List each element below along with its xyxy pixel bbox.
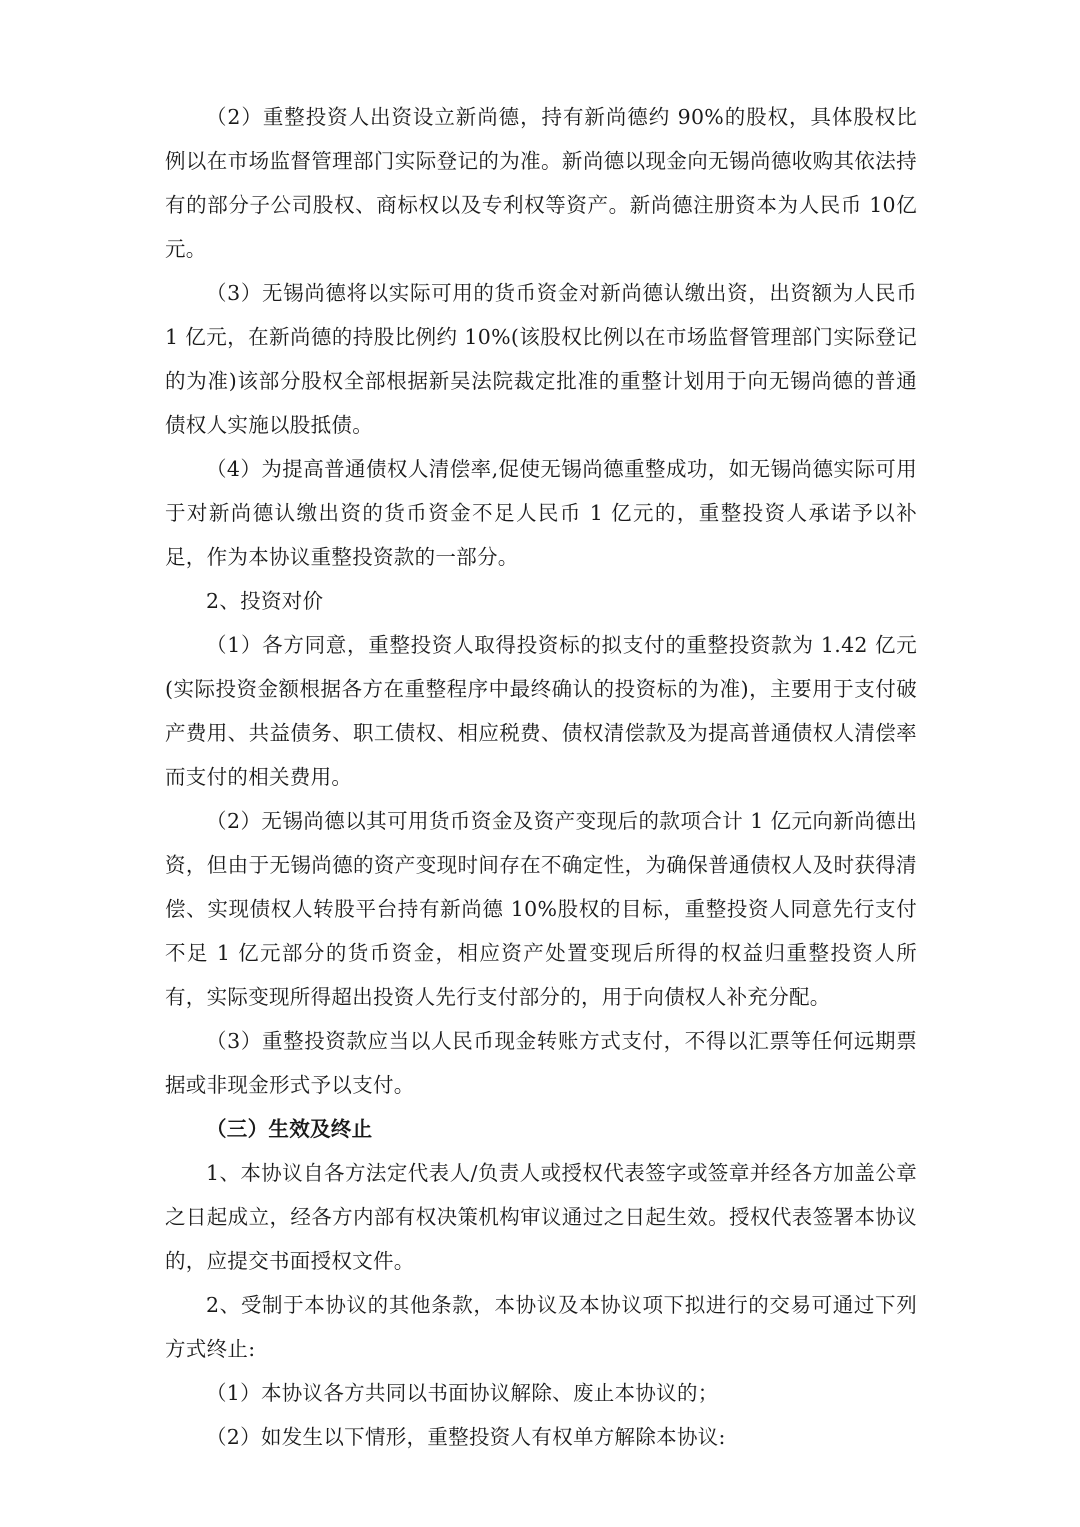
paragraph-unilateral-termination: （2）如发生以下情形，重整投资人有权单方解除本协议: (206, 1425, 726, 1449)
paragraph-new-shangde-establishment: （2）重整投资人出资设立新尚德，持有新尚德约 90%的股权，具体股权比例以在市场监督管理部门实际登记的为准。新尚德以现金向无锡尚德收购其依法持有的部分子公司股权、商标权以及专利权等资产。新尚德注册资本为人民币 10亿元。 (165, 105, 917, 261)
paragraph-payment-method: （3）重整投资款应当以人民币现金转账方式支付，不得以汇票等任何远期票据或非现金形式予以支付。 (165, 1029, 917, 1097)
document-body (165, 95, 917, 1459)
paragraph-investment-amount: （1）各方同意，重整投资人取得投资标的拟支付的重整投资款为 1.42 亿元(实际投资金额根据各方在重整程序中最终确认的投资标的为准)，主要用于支付破产费用、共益债务、职工债权、相应税费、债权清偿款及为提高普通债权人清偿率而支付的相关费用。 (165, 633, 917, 789)
section-heading-effect-termination: （三）生效及终止 (206, 1117, 373, 1141)
section-title-investment-consideration: 2、投资对价 (206, 589, 324, 613)
paragraph-asset-realization: （2）无锡尚德以其可用货币资金及资产变现后的款项合计 1 亿元向新尚德出资，但由于无锡尚德的资产变现时间存在不确定性，为确保普通债权人及时获得清偿、实现债权人转股平台持有新尚德 10%股权的目标，重整投资人同意先行支付不足 1 亿元部分的货币资金，相应资产处置变现后所得的权益归重整投资人所有，实际变现所得超出投资人先行支付部分的，用于向债权人补充分配。 (165, 809, 917, 1009)
paragraph-mutual-termination: （1）本协议各方共同以书面协议解除、废止本协议的； (206, 1381, 719, 1405)
paragraph-investor-top-up: （4）为提高普通债权人清偿率,促使无锡尚德重整成功，如无锡尚德实际可用于对新尚德认缴出资的货币资金不足人民币 1 亿元的，重整投资人承诺予以补足，作为本协议重整投资款的一部分。 (165, 457, 917, 569)
paragraph-wuxi-shangde-contribution: （3）无锡尚德将以实际可用的货币资金对新尚德认缴出资，出资额为人民币 1 亿元，在新尚德的持股比例约 10%(该股权比例以在市场监督管理部门实际登记的为准)该部分股权全部根据新吴法院裁定批准的重整计划用于向无锡尚德的普通债权人实施以股抵债。 (165, 281, 917, 437)
paragraph-agreement-effectiveness: 1、本协议自各方法定代表人/负责人或授权代表签字或签章并经各方加盖公章之日起成立，经各方内部有权决策机构审议通过之日起生效。授权代表签署本协议的，应提交书面授权文件。 (165, 1161, 917, 1273)
paragraph-termination-methods: 2、受制于本协议的其他条款，本协议及本协议项下拟进行的交易可通过下列方式终止: (165, 1293, 917, 1361)
